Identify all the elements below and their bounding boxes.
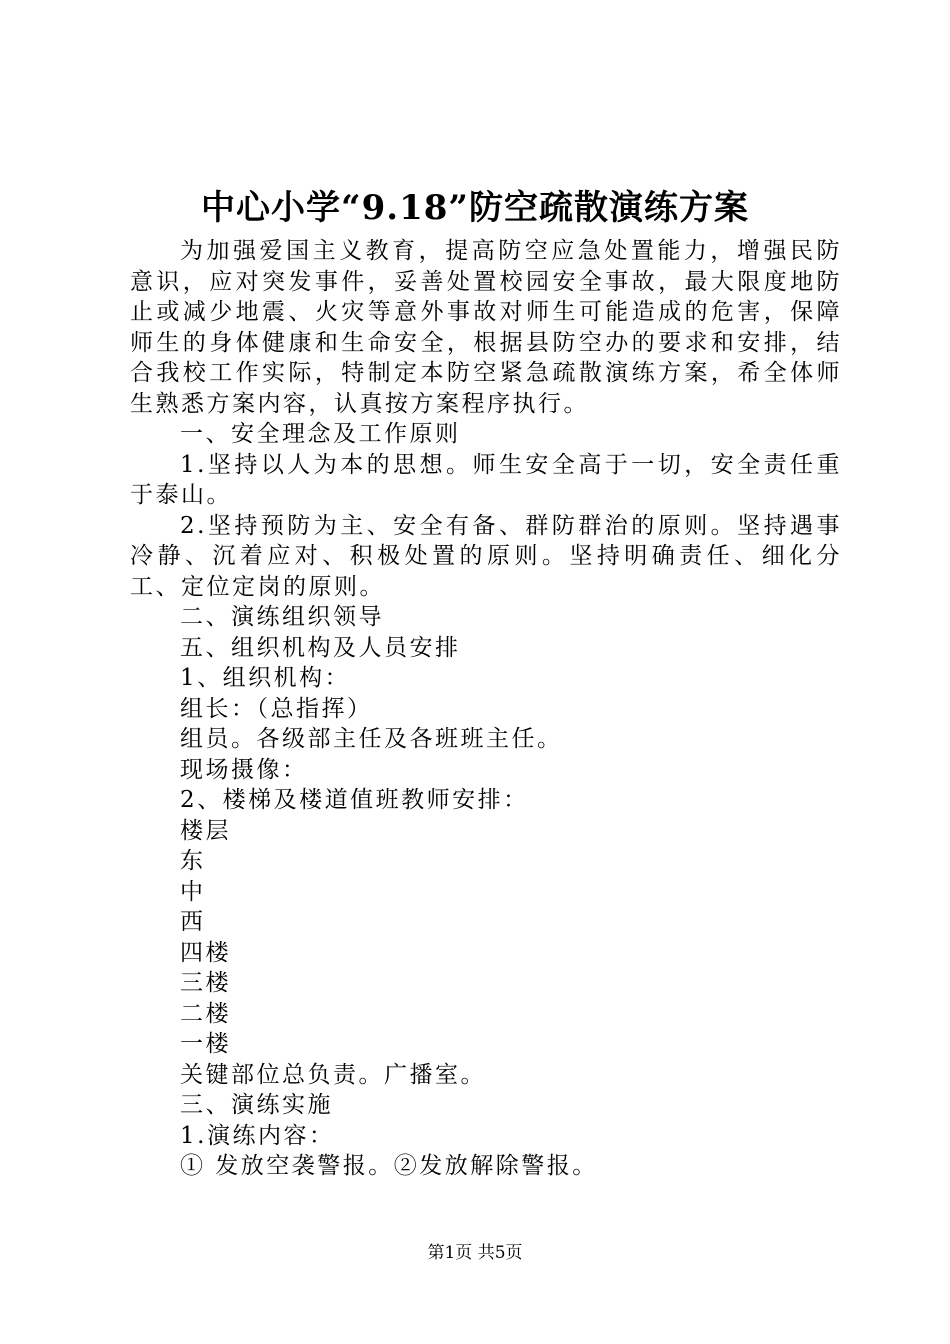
duty-table-line: 楼层 (180, 817, 231, 844)
duty-table-line: 东 (180, 848, 206, 874)
principle-paragraph: 2.坚持预防为主、安全有备、群防群治的原则。坚持遇事冷静、沉着应对、积极处置的原则。坚持明确责任、细化分工、定位定岗的原则。 (130, 512, 842, 600)
duty-table-line: 中 (180, 878, 206, 905)
page-footer: 第1页 共5页 (427, 1243, 523, 1263)
section-heading: 五、组织机构及人员安排 (180, 634, 461, 661)
org-members-line: 组员。各级部主任及各班班主任。 (180, 726, 563, 752)
duty-table-line: 一楼 (180, 1031, 231, 1057)
duty-table-line: 三楼 (180, 970, 231, 996)
drill-content-line: ① 发放空袭警报。②发放解除警报。 (180, 1153, 598, 1179)
subsection-heading: 2、楼梯及楼道值班教师安排： (180, 787, 529, 813)
duty-table-line: 四楼 (180, 939, 231, 966)
section-heading: 三、演练实施 (180, 1092, 333, 1118)
document-body (130, 236, 842, 1182)
org-camera-line: 现场摄像： (180, 756, 308, 783)
duty-table-line: 西 (180, 909, 206, 935)
key-location-line: 关键部位总负责。广播室。 (180, 1061, 486, 1088)
duty-table-line: 二楼 (180, 1000, 231, 1027)
document-title: 中心小学“9.18”防空疏散演练方案 (201, 188, 749, 228)
section-heading: 二、演练组织领导 (180, 604, 384, 630)
section-heading: 一、安全理念及工作原则 (180, 421, 461, 447)
principle-paragraph: 1.坚持以人为本的思想。师生安全高于一切，安全责任重于泰山。 (130, 451, 842, 508)
org-leader-line: 组长：（总指挥） (180, 695, 373, 722)
subsection-heading: 1、组织机构： (180, 665, 351, 691)
subsection-heading: 1.演练内容： (180, 1122, 335, 1149)
intro-paragraph: 为加强爱国主义教育，提高防空应急处置能力，增强民防意识，应对突发事件，妥善处置校园安全事故，最大限度地防止或减少地震、火灾等意外事故对师生可能造成的危害，保障师生的身体健康和生命安全，根据县防空办的要求和安排，结合我校工作实际，特制定本防空紧急疏散演练方案，希全体师生熟悉方案内容，认真按方案程序执行。 (130, 238, 842, 417)
